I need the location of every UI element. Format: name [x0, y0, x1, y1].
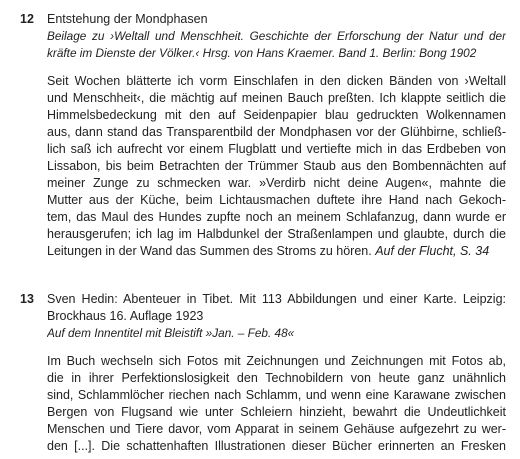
- body-line: Bergen von Flugsand wie unter Schleiern hinzieht, bewahrt die Undeutlichkeit: [47, 405, 506, 419]
- entry-header-line: Brockhaus 16. Auflage 1923: [47, 309, 204, 323]
- entry-header-line: Sven Hedin: Abenteuer in Tibet. Mit 113 Abbildungen und einer Karte. Leipzig:: [47, 292, 506, 306]
- entry-title: Entstehung der Mondphasen: [47, 12, 208, 26]
- entry-subtitle-line: Beilage zu ›Weltall und Menschheit. Geschichte der Erforschung der Natur und der: [47, 29, 506, 43]
- body-line: tem, das Maul des Hundes zupfte noch an meinem Schlafanzug, dann wurde er: [47, 210, 506, 224]
- body-line: lich saß ich aufrecht vor einem Flugblatt und vertiefte mich in das Erdbeben von: [47, 142, 506, 156]
- body-line: die in ihrer Perfektionslosigkeit den Technobildern von heute ganz unähnlich: [47, 371, 506, 385]
- body-line: herausgerufen; ich lag im Halbdunkel der Straßenlampen und glaubte, durch die: [47, 227, 506, 241]
- body-line: Lissabon, bis beim Betrachten der Trümmer Staub aus den Bombennächten auf: [47, 159, 506, 173]
- entry-number: 13: [20, 292, 34, 306]
- body-line: meiner Zunge zu schmecken war. »Verdirb nicht deine Augen«, mahnte die: [47, 176, 506, 190]
- body-line: Seit Wochen blätterte ich vorm Einschlafen in den dicken Bänden von ›Weltall: [47, 74, 506, 88]
- citation: Auf der Flucht, S. 34: [375, 244, 490, 258]
- entry-note: Auf dem Innentitel mit Bleistift »Jan. – Feb. 48«: [47, 326, 295, 340]
- body-line: Menschen und Tiere davor, vom Apparat in seinem Gehäuse aufgezehrt zu wer-: [47, 422, 506, 436]
- body-line: sind, Schlammlöcher riechen nach Schlamm, und wenn eine Karawane zwischen: [47, 388, 506, 402]
- body-line: den [...]. Die schattenhaften Illustrationen dieser Bücher erinnerten an Fresken: [47, 439, 506, 453]
- body-line: Leitungen in der Wand das Summen des Stroms zu hören.: [47, 244, 372, 258]
- body-line: Himmelsbedeckung mit den auf Seidenpapier blau gedruckten Wolkennamen: [47, 108, 506, 122]
- body-line: aus, dann stand das Transparentbild der Mondphasen vor der Glühbirne, schließ-: [47, 125, 506, 139]
- body-line: Mutter aus der Küche, beim Lichtausmachen duftete ihre Hand nach Gekoch-: [47, 193, 506, 207]
- body-line-last: [47, 243, 506, 260]
- entry-number: 12: [20, 12, 34, 26]
- body-line: und Menschheit‹, die mächtig auf meinen Bauch preßten. Ich klappte seitlich die: [47, 91, 506, 105]
- entry-subtitle-line: kräfte im Dienste der Völker.‹ Hrsg. von Hans Kraemer. Band 1. Berlin: Bong 1902: [47, 46, 477, 60]
- body-line: Im Buch wechseln sich Fotos mit Zeichnungen und Zeichnungen mit Fotos ab,: [47, 354, 506, 368]
